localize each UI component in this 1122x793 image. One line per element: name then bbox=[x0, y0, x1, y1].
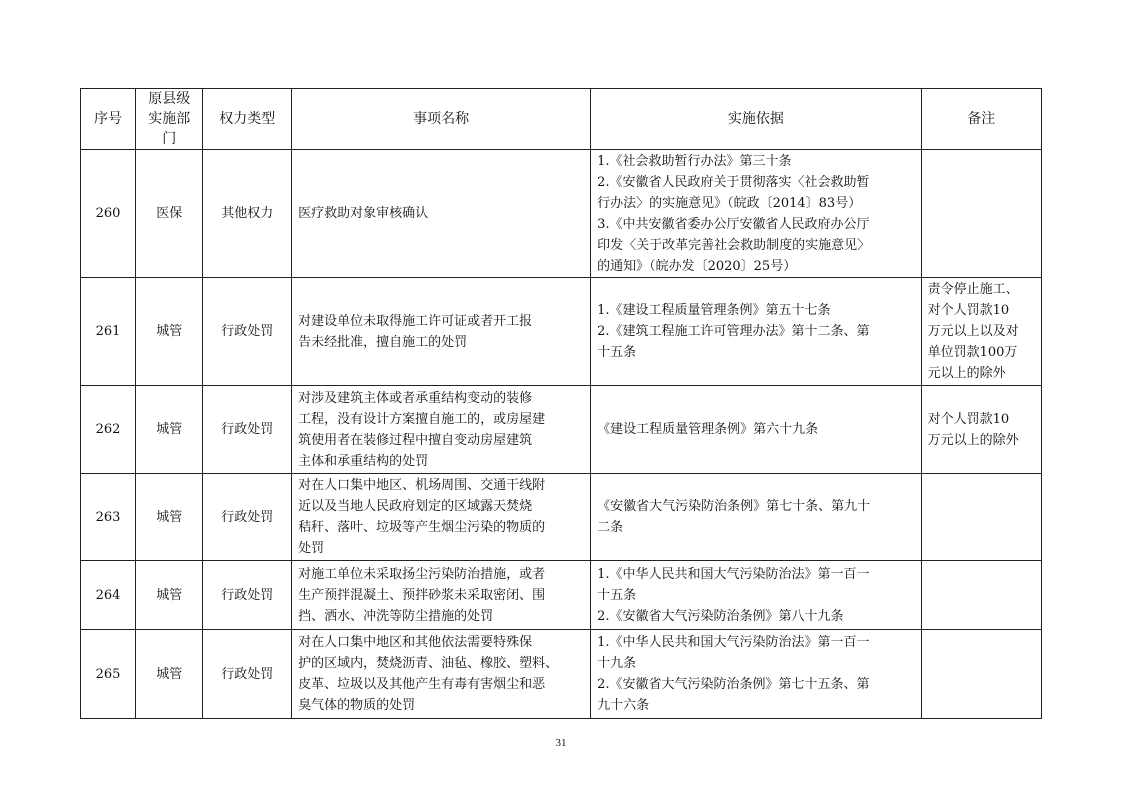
cell-note bbox=[921, 561, 1041, 630]
cell-name-line: 对涉及建筑主体或者承重结构变动的装修 bbox=[298, 390, 533, 406]
table-row bbox=[81, 474, 1042, 561]
cell-basis bbox=[591, 278, 922, 386]
table-row bbox=[81, 386, 1042, 474]
cell-basis-line: 1.《社会救助暂行办法》第三十条 bbox=[597, 153, 792, 169]
cell-name-line: 对建设单位未取得施工许可证或者开工报 bbox=[298, 313, 533, 329]
cell-name bbox=[292, 278, 591, 386]
cell-basis bbox=[591, 386, 922, 474]
cell-name-line: 告未经批准，擅自施工的处罚 bbox=[298, 334, 468, 350]
cell-basis-line: 《安徽省大气污染防治条例》第七十条、第九十 bbox=[597, 499, 871, 514]
cell-basis-line: 2.《安徽省大气污染防治条例》第八十九条 bbox=[597, 608, 844, 624]
cell-note bbox=[921, 386, 1041, 474]
cell-note-line: 万元以上的除外 bbox=[927, 432, 1019, 448]
cell-name-line: 皮革、垃圾以及其他产生有毒有害烟尘和恶 bbox=[298, 677, 546, 692]
cell-type: 行政处罚 bbox=[203, 386, 292, 474]
main-table bbox=[80, 88, 1042, 719]
cell-basis-line: 2.《建筑工程施工许可管理办法》第十二条、第 bbox=[597, 324, 870, 339]
cell-name-line: 对在人口集中地区、机场周围、交通干线附 bbox=[298, 478, 546, 493]
table-row bbox=[81, 630, 1042, 719]
cell-name-line: 对施工单位未采取扬尘污染防治措施，或者 bbox=[298, 566, 546, 582]
cell-name-line: 筑使用者在装修过程中擅自变动房屋建筑 bbox=[298, 432, 533, 448]
cell-basis-line: 九十六条 bbox=[597, 698, 650, 713]
header-no: 序号 bbox=[81, 89, 136, 150]
cell-note bbox=[921, 630, 1041, 719]
cell-basis bbox=[591, 561, 922, 630]
cell-basis-line: 2.《安徽省大气污染防治条例》第七十五条、第 bbox=[597, 677, 870, 692]
cell-dept: 城管 bbox=[136, 278, 203, 386]
table-row bbox=[81, 150, 1042, 278]
header-note: 备注 bbox=[921, 89, 1041, 150]
cell-no: 260 bbox=[81, 150, 136, 278]
cell-name-line: 工程，没有设计方案擅自施工的，或房屋建 bbox=[298, 411, 546, 427]
cell-name-line: 秸秆、落叶、垃圾等产生烟尘污染的物质的 bbox=[298, 520, 546, 535]
cell-basis-line: 3.《中共安徽省委办公厅安徽省人民政府办公厅 bbox=[597, 216, 870, 232]
cell-name bbox=[292, 474, 591, 561]
cell-dept: 医保 bbox=[136, 150, 203, 278]
cell-type: 行政处罚 bbox=[203, 278, 292, 386]
cell-note bbox=[921, 474, 1041, 561]
cell-name bbox=[292, 150, 591, 278]
cell-basis-line: 十九条 bbox=[597, 656, 637, 671]
cell-no: 264 bbox=[81, 561, 136, 630]
cell-type: 行政处罚 bbox=[203, 474, 292, 561]
header-name: 事项名称 bbox=[292, 89, 591, 150]
cell-name-line: 主体和承重结构的处罚 bbox=[298, 453, 429, 469]
cell-basis-line: 1.《中华人民共和国大气污染防治法》第一百一 bbox=[597, 566, 870, 582]
cell-name-line: 生产预拌混凝土、预拌砂浆未采取密闭、围 bbox=[298, 587, 546, 603]
header-dept bbox=[136, 89, 203, 150]
cell-note bbox=[921, 150, 1041, 278]
cell-name-line: 近以及当地人民政府划定的区域露天焚烧 bbox=[298, 499, 533, 514]
cell-note bbox=[921, 278, 1041, 386]
cell-name-line: 医疗救助对象审核确认 bbox=[298, 206, 429, 221]
cell-name bbox=[292, 386, 591, 474]
cell-note-line: 万元以上以及对 bbox=[927, 324, 1019, 339]
cell-dept: 城管 bbox=[136, 561, 203, 630]
cell-dept: 城管 bbox=[136, 386, 203, 474]
cell-name-line: 挡、洒水、冲洗等防尘措施的处罚 bbox=[298, 608, 494, 624]
cell-basis-line: 行办法〉的实施意见》（皖政〔2014〕83号） bbox=[597, 195, 862, 211]
cell-no: 261 bbox=[81, 278, 136, 386]
header-basis: 实施依据 bbox=[591, 89, 922, 150]
cell-basis bbox=[591, 630, 922, 719]
cell-basis-line: 2.《安徽省人民政府关于贯彻落实〈社会救助暂 bbox=[597, 174, 870, 190]
cell-no: 265 bbox=[81, 630, 136, 719]
cell-name-line: 护的区域内，焚烧沥青、油毡、橡胶、塑料、 bbox=[298, 656, 559, 671]
cell-name bbox=[292, 561, 591, 630]
cell-note-line: 对个人罚款10 bbox=[927, 411, 1010, 427]
cell-dept: 城管 bbox=[136, 474, 203, 561]
cell-basis-line: 1.《建设工程质量管理条例》第五十七条 bbox=[597, 303, 831, 318]
cell-note-line: 元以上的除外 bbox=[927, 366, 1006, 381]
cell-type: 行政处罚 bbox=[203, 630, 292, 719]
cell-type: 其他权力 bbox=[203, 150, 292, 278]
cell-dept: 城管 bbox=[136, 630, 203, 719]
cell-basis-line: 的通知》（皖办发〔2020〕25号） bbox=[597, 258, 797, 274]
cell-basis-line: 《建设工程质量管理条例》第六十九条 bbox=[597, 422, 819, 437]
page-number: 31 bbox=[555, 737, 567, 749]
header-row bbox=[81, 89, 1042, 150]
cell-name bbox=[292, 630, 591, 719]
cell-basis-line: 二条 bbox=[597, 520, 624, 535]
cell-note-line: 单位罚款100万 bbox=[927, 345, 1018, 360]
header-type: 权力类型 bbox=[203, 89, 292, 150]
cell-basis bbox=[591, 150, 922, 278]
cell-basis-line: 印发〈关于改革完善社会救助制度的实施意见〉 bbox=[597, 237, 871, 253]
cell-note-line: 责令停止施工、 bbox=[927, 282, 1019, 297]
cell-basis bbox=[591, 474, 922, 561]
cell-type: 行政处罚 bbox=[203, 561, 292, 630]
cell-no: 263 bbox=[81, 474, 136, 561]
cell-note-line: 对个人罚款10 bbox=[927, 303, 1010, 318]
cell-name-line: 处罚 bbox=[298, 541, 325, 556]
cell-basis-line: 十五条 bbox=[597, 345, 637, 360]
cell-basis-line: 十五条 bbox=[597, 587, 637, 603]
cell-no: 262 bbox=[81, 386, 136, 474]
table-body bbox=[81, 150, 1042, 719]
header-dept-line: 原县级 bbox=[148, 91, 191, 107]
table-row bbox=[81, 278, 1042, 386]
cell-name-line: 对在人口集中地区和其他依法需要特殊保 bbox=[298, 635, 533, 650]
table-row bbox=[81, 561, 1042, 630]
cell-name-line: 臭气体的物质的处罚 bbox=[298, 698, 416, 713]
cell-basis-line: 1.《中华人民共和国大气污染防治法》第一百一 bbox=[597, 635, 870, 650]
header-dept-line: 实施部门 bbox=[148, 111, 191, 147]
